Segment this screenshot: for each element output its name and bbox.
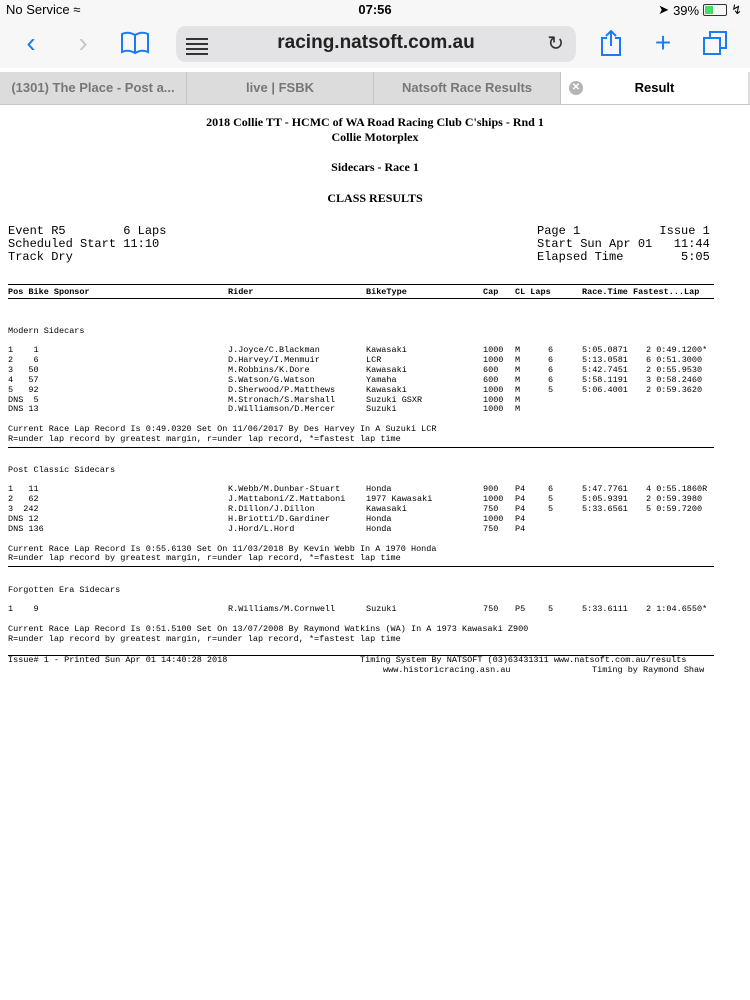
cell-cl: M — [515, 404, 521, 415]
cell-time: 5:05.9391 — [582, 493, 628, 504]
cell-cap: 750 — [483, 604, 499, 614]
class-legend: R=under lap record by greatest margin, r=under lap record, *=fastest lap time — [8, 553, 401, 564]
cell-time: 5:33.6111 — [582, 604, 628, 614]
tabs-button[interactable] — [698, 26, 732, 60]
cell-time: 5:13.0581 — [582, 354, 628, 365]
footer-timing-1: Timing System By NATSOFT (03)63431311 www.natsoft.com.au/results — [360, 655, 687, 665]
cell-rider: J.Hord/L.Hord — [228, 523, 295, 534]
cell-laps: 6 — [548, 364, 554, 375]
cell-bike: Kawasaki — [366, 384, 407, 395]
charging-icon: ↯ — [731, 2, 742, 17]
cell-time: 5:06.4001 — [582, 384, 628, 395]
cell-cl: M — [515, 364, 521, 375]
cell-pos: 1 9 — [8, 604, 39, 614]
cell-fastest: 6 0:51.3000 — [646, 354, 703, 365]
cell-cl: P4 — [515, 503, 526, 514]
cell-laps: 6 — [548, 484, 554, 494]
status-bar — [0, 0, 750, 20]
cell-rider: M.Robbins/K.Dore — [228, 364, 310, 375]
info-left-3: Track Dry — [8, 250, 73, 264]
back-button[interactable]: ‹ — [26, 27, 36, 58]
cell-cap: 1000 — [483, 493, 504, 504]
cell-rider: D.Sherwood/P.Matthews — [228, 384, 336, 395]
new-tab-button[interactable]: + — [654, 27, 672, 58]
cell-fastest: 4 0:55.1860R — [646, 484, 708, 494]
share-icon — [599, 29, 623, 57]
cell-pos: 5 92 — [8, 384, 39, 395]
cell-fastest: 2 0:55.9530 — [646, 364, 703, 375]
cell-cl: P4 — [515, 523, 526, 534]
tab-place[interactable]: (1301) The Place - Post a... — [0, 72, 187, 104]
cell-bike: Suzuki GSXR — [366, 394, 423, 405]
tabs-icon — [702, 30, 728, 56]
cell-pos: DNS 136 — [8, 523, 44, 534]
share-button[interactable] — [594, 26, 628, 60]
cell-bike: 1977 Kawasaki — [366, 493, 433, 504]
battery-percent: 39% — [673, 2, 700, 18]
book-icon — [120, 31, 150, 55]
cell-bike: Honda — [366, 523, 392, 534]
tab-natsoft[interactable]: Natsoft Race Results — [374, 72, 561, 104]
cell-cap: 600 — [483, 364, 499, 375]
cell-time: 5:47.7761 — [582, 484, 628, 494]
cell-rider: H.Briotti/D.Gardiner — [228, 513, 331, 524]
footer-timing-2: www.historicracing.asn.au — [383, 665, 511, 675]
cell-pos: DNS 12 — [8, 513, 39, 524]
class-heading: Forgotten Era Sidecars — [8, 585, 121, 595]
cell-time: 5:33.6561 — [582, 503, 628, 514]
cell-rider: S.Watson/G.Watson — [228, 374, 315, 385]
cell-laps: 5 — [548, 604, 554, 614]
info-right-3: Elapsed Time 5:05 — [537, 250, 710, 264]
cell-cap: 600 — [483, 374, 499, 385]
col-cap: Cap — [483, 287, 499, 297]
cell-rider: D.Williamson/D.Mercer — [228, 404, 336, 415]
class-legend: R=under lap record by greatest margin, r=under lap record, *=fastest lap time — [8, 434, 401, 445]
report-race: Sidecars - Race 1 — [331, 160, 419, 174]
class-heading: Post Classic Sidecars — [8, 465, 116, 475]
col-racetime: Race.Time Fastest...Lap — [582, 287, 700, 297]
info-left-1: Event R5 6 Laps — [8, 224, 167, 238]
footer-printed: Issue# 1 - Printed Sun Apr 01 14:40:28 2018 — [8, 655, 228, 665]
cell-laps: 6 — [548, 374, 554, 385]
cell-bike: LCR — [366, 354, 382, 365]
info-right-1: Page 1 Issue 1 — [537, 224, 710, 238]
forward-button[interactable]: › — [78, 27, 88, 58]
tab-bar — [0, 72, 750, 105]
cell-pos: 1 1 — [8, 345, 39, 355]
cell-fastest: 2 0:59.3620 — [646, 384, 703, 395]
tab-result[interactable]: ✕ Result — [561, 72, 748, 104]
cell-pos: 2 6 — [8, 354, 39, 365]
col-cl-laps: CL Laps — [515, 287, 551, 297]
cell-laps: 5 — [548, 384, 554, 395]
url-text: racing.natsoft.com.au — [277, 32, 475, 53]
info-right-2: Start Sun Apr 01 11:44 — [537, 237, 710, 251]
cell-cap: 750 — [483, 503, 499, 514]
cell-cl: M — [515, 374, 521, 385]
address-bar[interactable] — [176, 26, 576, 62]
cell-fastest: 2 0:49.1200* — [646, 345, 708, 355]
cell-time: 5:58.1191 — [582, 374, 628, 385]
cell-cl: M — [515, 345, 521, 355]
cell-rider: M.Stronach/S.Marshall — [228, 394, 336, 405]
reload-icon[interactable]: ↻ — [547, 33, 564, 55]
divider — [8, 447, 714, 448]
close-tab-icon[interactable]: ✕ — [569, 81, 583, 95]
cell-cap: 1000 — [483, 404, 504, 415]
col-pos: Pos Bike Sponsor — [8, 287, 90, 297]
wifi-icon: ≈ — [73, 2, 81, 17]
cell-cl: M — [515, 384, 521, 395]
col-rider: Rider — [228, 287, 254, 297]
location-icon: ➤ — [658, 2, 670, 17]
cell-rider: K.Webb/M.Dunbar-Stuart — [228, 484, 341, 494]
report-title: 2018 Collie TT - HCMC of WA Road Racing Club C'ships - Rnd 1 — [206, 115, 544, 129]
cell-fastest: 5 0:59.7200 — [646, 503, 703, 514]
class-record: Current Race Lap Record Is 0:49.0320 Set On 11/06/2017 By Des Harvey In A Suzuki LCR — [8, 424, 437, 435]
cell-cl: P5 — [515, 604, 526, 614]
col-biketype: BikeType — [366, 287, 407, 297]
cell-cl: M — [515, 354, 521, 365]
cell-laps: 5 — [548, 503, 554, 514]
cell-cl: P4 — [515, 493, 526, 504]
cell-fastest: 2 1:04.6550* — [646, 604, 708, 614]
cell-cl: P4 — [515, 484, 526, 494]
divider — [8, 284, 714, 285]
cell-pos: DNS 13 — [8, 404, 39, 415]
cell-rider: J.Joyce/C.Blackman — [228, 345, 320, 355]
cell-rider: R.Williams/M.Cornwell — [228, 604, 336, 614]
cell-pos: 3 242 — [8, 503, 39, 514]
tab-fsbk[interactable]: live | FSBK — [187, 72, 374, 104]
cell-rider: D.Harvey/I.Menmuir — [228, 354, 320, 365]
cell-pos: DNS 5 — [8, 394, 39, 405]
cell-bike: Yamaha — [366, 374, 397, 385]
report-venue: Collie Motorplex — [331, 130, 419, 144]
browser-toolbar — [0, 20, 750, 68]
cell-cap: 1000 — [483, 513, 504, 524]
divider — [8, 298, 714, 299]
cell-bike: Suzuki — [366, 404, 397, 415]
info-left-2: Scheduled Start 11:10 — [8, 237, 160, 251]
cell-laps: 6 — [548, 354, 554, 365]
report-subtitle: CLASS RESULTS — [327, 191, 423, 205]
cell-bike: Kawasaki — [366, 345, 407, 355]
cell-time: 5:42.7451 — [582, 364, 628, 375]
bookmarks-button[interactable] — [118, 26, 152, 60]
cell-pos: 3 50 — [8, 364, 39, 375]
cell-pos: 2 62 — [8, 493, 39, 504]
cell-cap: 1000 — [483, 384, 504, 395]
cell-cap: 1000 — [483, 354, 504, 365]
cell-cap: 900 — [483, 484, 499, 494]
clock: 07:56 — [358, 2, 392, 17]
cell-cap: 750 — [483, 523, 499, 534]
class-record: Current Race Lap Record Is 0:51.5100 Set On 13/07/2008 By Raymond Watkins (WA) In A 1973 Kawasaki Z900 — [8, 623, 529, 634]
cell-rider: R.Dillon/J.Dillon — [228, 503, 315, 514]
cell-laps: 6 — [548, 345, 554, 355]
cell-bike: Kawasaki — [366, 503, 407, 514]
cell-cap: 1000 — [483, 394, 504, 405]
cell-cl: M — [515, 394, 521, 405]
cell-cl: P4 — [515, 513, 526, 524]
cell-time: 5:05.0871 — [582, 345, 628, 355]
cell-fastest: 3 0:58.2460 — [646, 374, 703, 385]
cell-laps: 5 — [548, 493, 554, 504]
cell-bike: Honda — [366, 513, 392, 524]
status-right — [658, 2, 742, 18]
cell-bike: Honda — [366, 484, 392, 494]
class-legend: R=under lap record by greatest margin, r=under lap record, *=fastest lap time — [8, 633, 401, 644]
class-record: Current Race Lap Record Is 0:55.6130 Set On 11/03/2018 By Kevin Webb In A 1970 Honda — [8, 543, 437, 554]
carrier-label: No Service ≈ — [6, 2, 81, 17]
cell-cap: 1000 — [483, 345, 504, 355]
cell-rider: J.Mattaboni/Z.Mattaboni — [228, 493, 346, 504]
cell-bike: Suzuki — [366, 604, 397, 614]
footer-timing-3: Timing by Raymond Shaw — [592, 665, 705, 675]
report-page — [0, 105, 750, 1000]
divider — [8, 566, 714, 567]
cell-pos: 1 11 — [8, 484, 39, 494]
cell-pos: 4 57 — [8, 374, 39, 385]
class-heading: Modern Sidecars — [8, 326, 85, 336]
cell-fastest: 2 0:59.3980 — [646, 493, 703, 504]
battery-icon — [703, 4, 727, 16]
cell-bike: Kawasaki — [366, 364, 407, 375]
